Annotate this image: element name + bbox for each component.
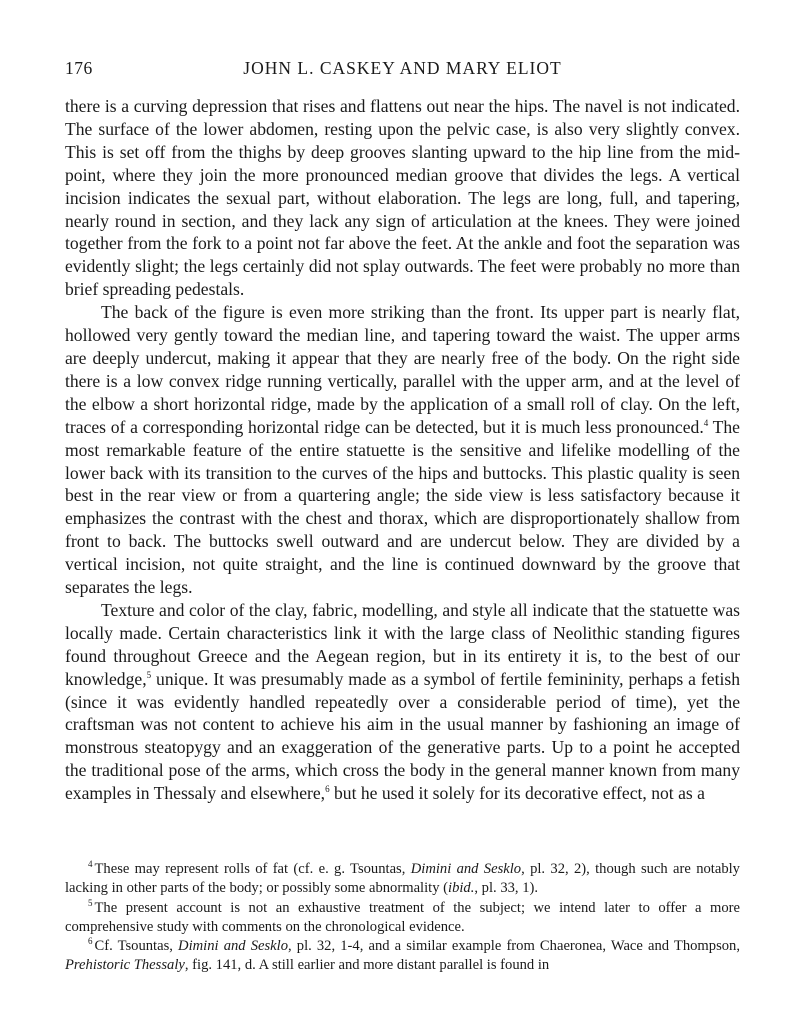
footnote-4-text-c: , pl. 33, 1). [474, 880, 539, 897]
paragraph-2 [65, 301, 740, 599]
footnote-6 [65, 937, 740, 976]
footnote-6-text-a: Cf. Tsountas, [94, 938, 179, 955]
footnote-6-title-1: Dimini and Sesklo [178, 938, 288, 955]
footnote-4-text-a: These may represent rolls of fat (cf. e. g. Tsountas, [94, 861, 411, 877]
footnote-ref-4: 4 [703, 417, 709, 428]
page-number: 176 [65, 58, 93, 78]
footnote-6-mark: 6 [88, 936, 93, 947]
footnote-4-mark: 4 [88, 859, 93, 870]
paragraph-3-text-b: unique. It was presumably made as a symbol of fertile femininity, perhaps a fetish (since it was evidently handled repeatedly over a considerable period of time), yet the craftsman was not content to achieve his aim in the usual manner by fashioning an image of monstrous steatopygy and an exaggeration of the generative parts. Up to a point he accepted the traditional pose of the arms, which cross the body in the general manner known from many examples in Thessaly and elsewhere, [65, 668, 740, 804]
footnote-ref-5: 5 [146, 669, 152, 680]
paragraph-3-text-c: but he used it solely for its decorative effect, not as a [329, 783, 705, 804]
footnote-5 [65, 899, 740, 938]
footnotes [65, 860, 740, 976]
footnote-ref-6: 6 [325, 784, 330, 795]
paragraph-2-text-a: The back of the figure is even more striking than the front. Its upper part is nearly flat, hollowed very gently toward the median line, and tapering toward the waist. The upper arms are deeply undercut, making it appear that they are nearly free of the body. On the right side there is a low convex ridge running vertically, parallel with the upper arm, and at the level of the elbow a short horizontal ridge, made by the application of a small roll of clay. On the left, traces of a corresponding horizontal ridge can be detected, but it is much less pronounced. [65, 302, 740, 437]
footnote-4-ibid: ibid. [448, 880, 475, 897]
running-head: JOHN L. CASKEY AND MARY ELIOT [243, 58, 562, 78]
footnote-4 [65, 860, 740, 899]
paragraph-3 [65, 599, 740, 805]
footnote-6-text-b: , pl. 32, 1-4, and a similar example from Chaeronea, Wace and Thompson, [288, 938, 740, 955]
footnote-6-title-2: Prehistoric Thessaly [65, 957, 185, 974]
footnote-5-text: The present account is not an exhaustive treatment of the subject; we intend later to offer a more comprehensive study with comments on the chronological evidence. [65, 899, 740, 935]
page-header [65, 58, 740, 82]
paragraph-2-text-b: The most remarkable feature of the entire statuette is the sensitive and lifelike modelling of the lower back with its transition to the curves of the hips and buttocks. This plastic quality is seen best in the rear view or from a quartering angle; the side view is less satisfactory because it emphasizes the contrast with the chest and thorax, which are disproportionately shallow from front to back. The buttocks swell outward and are undercut below. They are divided by a vertical incision, not quite straight, and the line is continued downward by the groove that separates the legs. [65, 416, 740, 598]
footnote-4-title: Dimini and Sesklo [410, 861, 522, 877]
paragraph-1: there is a curving depression that rises and flattens out near the hips. The navel is not indicated. The surface of the lower abdomen, resting upon the pelvic case, is also very slightly convex. This is set off from the thighs by deep grooves slanting upward to the hip line from the mid-point, where they join the more pronounced median groove that divides the legs. A vertical incision indicates the sexual part, without elaboration. The legs are long, full, and tapering, nearly round in section, and they lack any sign of articulation at the knees. They were joined together from the fork to a point not far above the feet. At the ankle and foot the separation was evidently slight; the legs certainly did not splay outwards. The feet were probably no more than brief spreading pedestals. [65, 96, 740, 300]
footnote-4-text-b: , pl. 32, 2), though such are notably lacking in other parts of the body; or possibly some abnormality ( [65, 861, 740, 897]
body-text [65, 95, 740, 805]
footnote-6-text-c: , fig. 141, d. A still earlier and more distant parallel is found in [184, 957, 550, 974]
footnote-5-mark: 5 [88, 897, 93, 908]
paragraph-3-text-a: Texture and color of the clay, fabric, modelling, and style all indicate that the statuette was locally made. Certain characteristics link it with the large class of Neolithic standing figures found throughout Greece and the Aegean region, but in its entirety it is, to the best of our knowledge, [65, 599, 740, 689]
